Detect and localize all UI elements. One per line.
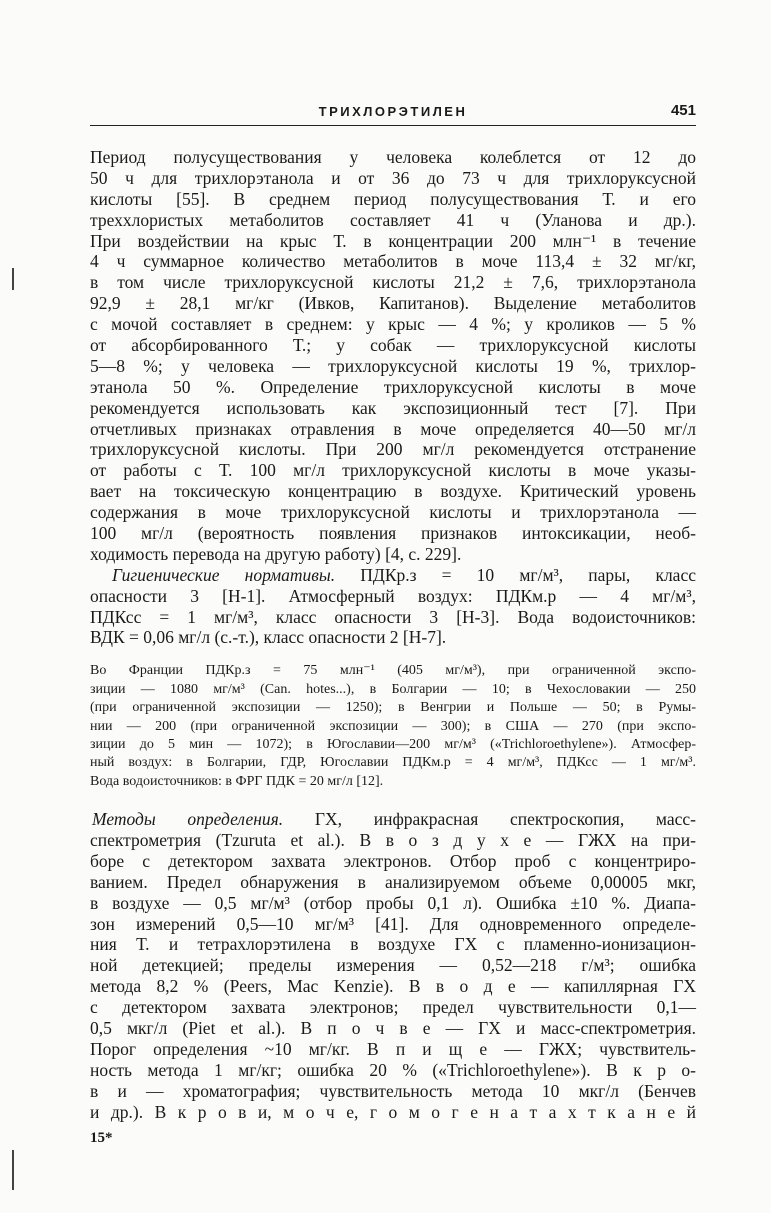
- text-line: содержания в моче трихлоруксусной кислоты и трихлорэтанола —: [90, 502, 696, 523]
- text-line: ной детекцией; пределы измерения — 0,52—218 г/м³; ошибка: [90, 955, 696, 976]
- running-header: [90, 100, 696, 124]
- text-line: вает на токсическую концентрацию в воздухе. Критический уровень: [90, 481, 696, 502]
- text-line: ходимость перевода на другую работу) [4, с. 229].: [90, 543, 462, 564]
- text-line: ПДКсс = 1 мг/м³, класс опасности 3 [Н-3]. Вода водоисточников:: [90, 606, 696, 627]
- text-line: трихлоруксусной кислоты. При 200 мг/л рекомендуется отстранение: [90, 439, 696, 460]
- text-line: ность метода 1 мг/кг; ошибка 20 % («Trichloroethylene»). В к р о-: [90, 1059, 696, 1080]
- text-line: метода 8,2 % (Peers, Mac Kenzie). В в о д е — капиллярная ГХ: [90, 976, 696, 997]
- small-print-note: [90, 662, 696, 791]
- text-line: 100 мг/л (вероятность появления признаков интоксикации, необ-: [90, 523, 696, 544]
- section-lead: Методы определения.: [92, 809, 284, 830]
- spacer: [90, 791, 696, 809]
- note-line: Во Франции ПДКр.з = 75 млн⁻¹ (405 мг/м³), при ограниченной экспо-: [90, 663, 696, 679]
- text-line: 0,5 мкг/л (Piet et al.). В п о ч в е — ГХ и масс-спектрометрия.: [90, 1018, 696, 1039]
- text-line: При воздействии на крыс Т. в концентрации 200 млн⁻¹ в течение: [90, 230, 696, 251]
- paragraph-hygiene-norms: [90, 565, 696, 649]
- header-rule: [90, 125, 696, 126]
- section-lead: Гигиенические нормативы.: [112, 564, 336, 585]
- text-line: треххлористых метаболитов составляет 41 ч (Уланова и др.).: [90, 209, 696, 230]
- text-line: [90, 809, 696, 830]
- note-line: Вода водоисточников: в ФРГ ПДК = 20 мг/л [12].: [90, 773, 384, 789]
- text-line: опасности 3 [Н-1]. Атмосферный воздух: ПДКм.р — 4 мг/м³,: [90, 585, 696, 606]
- text-line: спектрометрия (Tzuruta et al.). В в о з д у х е — ГЖХ на при-: [90, 830, 696, 850]
- text-line: в том числе трихлоруксусной кислоты 21,2 ± 7,6, трихлорэтанола: [90, 272, 696, 293]
- text-line: 92,9 ± 28,1 мг/кг (Ивков, Капитанов). Выделение метаболитов: [90, 293, 696, 314]
- text-line: Период полусуществования у человека колеблется от 12 до: [90, 147, 696, 167]
- text-line: ВДК = 0,06 мг/л (с.-т.), класс опасности 2 [Н-7].: [90, 627, 447, 648]
- paragraph-metabolism: [90, 147, 696, 565]
- text-line: в и — хроматография; чувствительность метода 10 мкг/л (Бенчев: [90, 1080, 696, 1101]
- text-line: от абсорбированного Т.; у собак — трихлоруксусной кислоты: [90, 335, 696, 356]
- spacer: [90, 648, 696, 662]
- page-number: 451: [670, 102, 696, 119]
- text-line: ванием. Предел обнаружения в анализируемом объеме 0,00005 мкг,: [90, 871, 696, 892]
- text-fragment: ГХ, инфракрасная спектроскопия, масс-: [283, 809, 696, 830]
- note-line: нии — 200 (при ограниченной экспозиции — 300); в США — 270 (при экспо-: [90, 718, 696, 734]
- text-line: от работы с Т. 100 мг/л трихлоруксусной кислоты в моче указы-: [90, 460, 696, 481]
- text-line: отчетливых признаках отравления в моче определяется 40—50 мг/л: [90, 418, 696, 439]
- text-line: зон измерений 0,5—10 мг/м³ [41]. Для одновременного определе-: [90, 913, 696, 934]
- text-line: ния Т. и тетрахлорэтилена в воздухе ГХ с пламенно-ионизацион-: [90, 934, 696, 955]
- scan-margin-mark: [12, 268, 14, 290]
- text-line: в воздухе — 0,5 мг/м³ (отбор пробы 0,1 л). Ошибка ±10 %. Диапа-: [90, 892, 696, 913]
- text-line: боре с детектором захвата электронов. Отбор проб с концентриро-: [90, 850, 696, 871]
- signature-mark: 15*: [90, 1130, 113, 1146]
- text-fragment: ПДКр.з = 10 мг/м³, пары, класс: [335, 564, 696, 585]
- paragraph-methods: [90, 809, 696, 1122]
- text-line: 5—8 %; у человека — трихлоруксусной кислоты 19 %, трихлор-: [90, 355, 696, 376]
- text-line: и др.). В к р о в и, м о ч е, г о м о г е н а т а х т к а н е й: [90, 1101, 696, 1122]
- running-title: ТРИХЛОРЭТИЛЕН: [318, 104, 468, 119]
- text-line: рекомендуется использовать как экспозиционный тест [7]. При: [90, 397, 696, 418]
- text-line: 4 ч суммарное количество метаболитов в моче 113,4 ± 32 мг/кг,: [90, 251, 696, 272]
- text-line: этанола 50 %. Определение трихлоруксусной кислоты в моче: [90, 376, 696, 397]
- text-line: Порог определения ~10 мг/кг. В п и щ е — ГЖХ; чувствитель-: [90, 1038, 696, 1059]
- note-line: зиции до 5 мин — 1072); в Югославии—200 мг/м³ («Trichloroethylene»). Атмосфер-: [90, 736, 696, 752]
- text-line: [90, 565, 696, 586]
- note-line: ный воздух: в Болгарии, ГДР, Югославии ПДКм.р = 4 мг/м³, ПДКсс — 1 мг/м³.: [90, 755, 696, 771]
- scan-margin-mark: [12, 1150, 14, 1190]
- note-line: зиции — 1080 мг/м³ (Can. hotes...), в Болгарии — 10; в Чехословакии — 250: [90, 681, 696, 697]
- page-body: [90, 147, 696, 1122]
- note-line: (при ограниченной экспозиции — 1250); в Венгрии и Польше — 50; в Румы-: [90, 700, 696, 716]
- text-line: кислоты [55]. В среднем период полусуществования Т. и его: [90, 188, 696, 209]
- text-line: с мочой составляет в среднем: у крыс — 4 %; у кроликов — 5 %: [90, 314, 696, 335]
- text-line: 50 ч для трихлорэтанола и от 36 до 73 ч для трихлоруксусной: [90, 167, 696, 188]
- text-line: с детектором захвата электронов; предел чувствительности 0,1—: [90, 997, 696, 1018]
